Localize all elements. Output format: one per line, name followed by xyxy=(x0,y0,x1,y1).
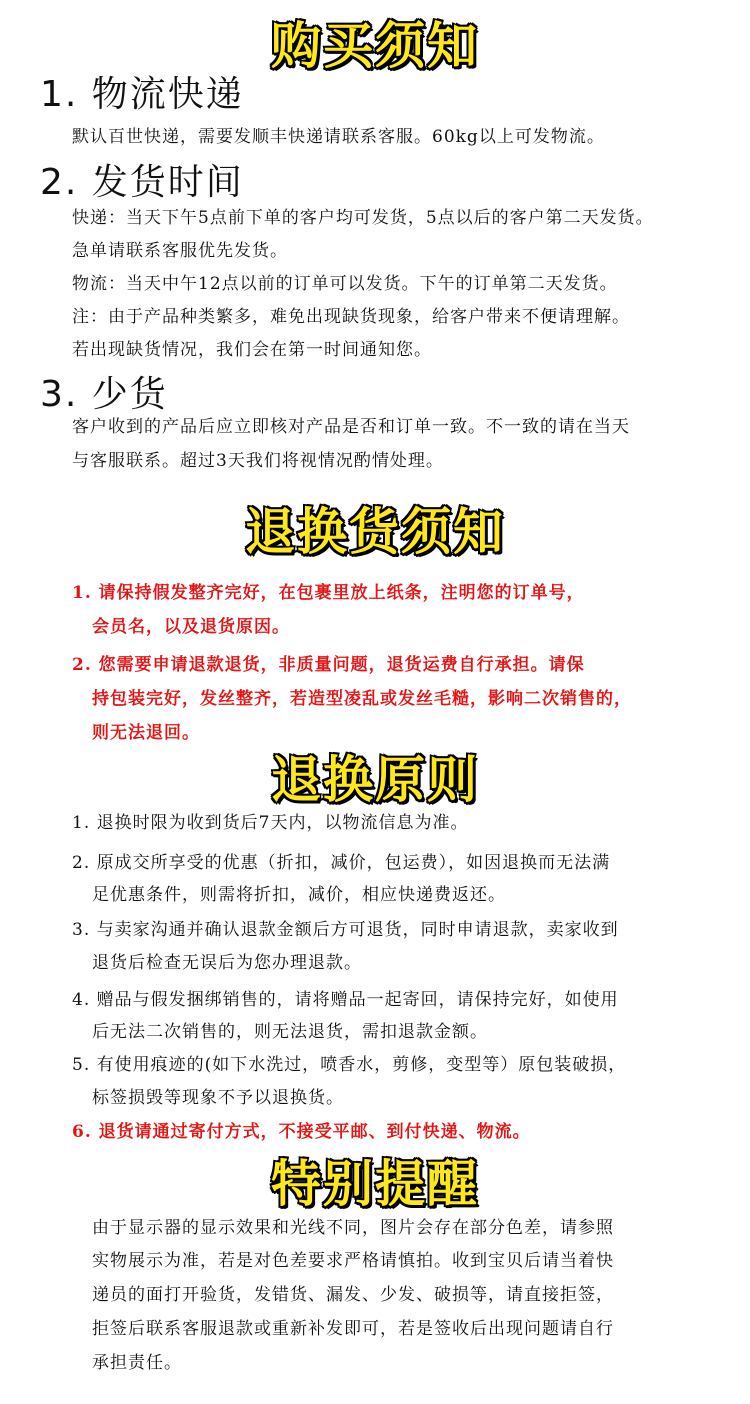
principle-5-line-1: 5. 有使用痕迹的(如下水洗过，喷香水，剪修，变型等）原包装破损， xyxy=(72,1055,627,1075)
shipping-time-line-3: 物流：当天中午12点以前的订单可以发货。下午的订单第二天发货。 xyxy=(72,274,618,294)
returns-item-2-line-1: 2. 您需要申请退款退货，非质量问题，退货运费自行承担。请保 xyxy=(72,655,585,675)
shipping-time-line-4: 注：由于产品种类繁多，难免出现缺货现象，给客户带来不便请理解。 xyxy=(72,307,630,327)
section-shipping-time-title: 2. 发货时间 xyxy=(40,162,244,203)
return-principles-banner: 退换原则 xyxy=(271,751,479,809)
section-short-shipment-title: 3. 少货 xyxy=(40,374,168,415)
short-shipment-line-1: 客户收到的产品后应立即核对产品是否和订单一致。不一致的请在当天 xyxy=(72,417,630,437)
shipping-time-line-2: 急单请联系客服优先发货。 xyxy=(72,241,288,261)
returns-item-1-line-1: 1. 请保持假发整齐完好，在包裹里放上纸条，注明您的订单号， xyxy=(72,583,585,603)
purchase-notice-banner: 购买须知 xyxy=(271,17,479,75)
special-reminder-line-5: 承担责任。 xyxy=(92,1353,182,1373)
principle-1: 1. 退换时限为收到货后7天内，以物流信息为准。 xyxy=(72,813,469,833)
shipping-time-line-1: 快递：当天下午5点前下单的客户均可发货，5点以后的客户第二天发货。 xyxy=(72,208,654,228)
section-logistics-title: 1. 物流快递 xyxy=(40,74,244,115)
returns-item-1-line-2: 会员名，以及退货原因。 xyxy=(92,617,290,637)
principle-4-line-1: 4. 赠品与假发捆绑销售的，请将赠品一起寄回，请保持完好，如使用 xyxy=(72,990,619,1010)
principle-2-line-1: 2. 原成交所享受的优惠（折扣，减价，包运费），如因退换而无法满 xyxy=(72,853,611,873)
special-reminder-line-1: 由于显示器的显示效果和光线不同，图片会存在部分色差，请参照 xyxy=(92,1218,614,1238)
special-reminder-line-3: 递员的面打开验货，发错货、漏发、少发、破损等，请直接拒签， xyxy=(92,1285,614,1305)
returns-item-2-line-3: 则无法退回。 xyxy=(92,723,200,743)
principle-4-line-2: 后无法二次销售的，则无法退货，需扣退款金额。 xyxy=(92,1022,488,1042)
principle-6: 6. 退货请通过寄付方式，不接受平邮、到付快递、物流。 xyxy=(72,1122,531,1142)
shipping-time-line-5: 若出现缺货情况，我们会在第一时间通知您。 xyxy=(72,340,432,360)
returns-notice-banner: 退换货须知 xyxy=(245,503,505,561)
logistics-text: 默认百世快递，需要发顺丰快递请联系客服。60kg以上可发物流。 xyxy=(72,127,605,147)
principle-5-line-2: 标签损毁等现象不予以退换货。 xyxy=(92,1088,344,1108)
principle-3-line-1: 3. 与卖家沟通并确认退款金额后方可退货，同时申请退款，卖家收到 xyxy=(72,920,619,940)
special-reminder-line-4: 拒签后联系客服退款或重新补发即可，若是签收后出现问题请自行 xyxy=(92,1319,614,1339)
special-reminder-line-2: 实物展示为准，若是对色差要求严格请慎拍。收到宝贝后请当着快 xyxy=(92,1251,614,1271)
special-reminder-banner: 特别提醒 xyxy=(271,1155,479,1213)
short-shipment-line-2: 与客服联系。超过3天我们将视情况酌情处理。 xyxy=(72,451,444,471)
principle-2-line-2: 足优惠条件，则需将折扣，减价，相应快递费返还。 xyxy=(92,885,506,905)
principle-3-line-2: 退货后检查无误后为您办理退款。 xyxy=(92,953,362,973)
returns-item-2-line-2: 持包装完好，发丝整齐，若造型凌乱或发丝毛糙，影响二次销售的， xyxy=(92,689,632,709)
